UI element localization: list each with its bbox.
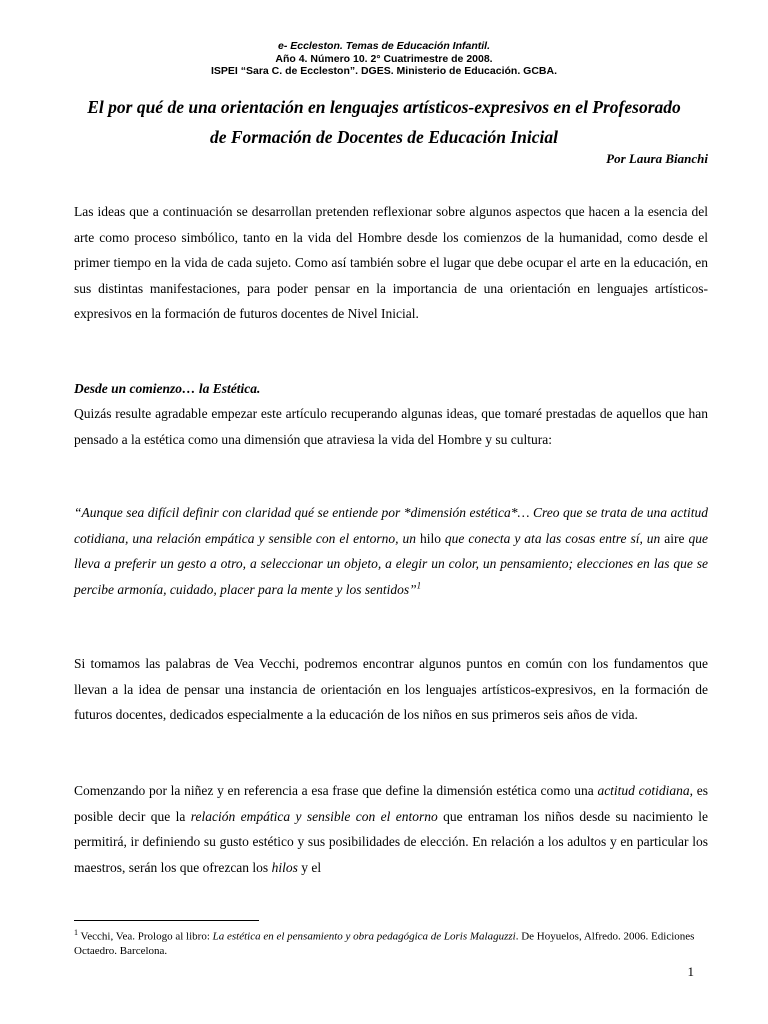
p4-part-3: que entraman los niños desde su nacimiento le permitirá, ir definiendo su gusto estético y sus posibilidades de elección. En relación a los adultos y en particular los maestros, serán los que ofrezcan los — [74, 808, 708, 875]
intro-paragraph: Las ideas que a continuación se desarrollan pretenden reflexionar sobre algunos aspectos que hacen a la esencia del arte como proceso simbólico, tanto en la vida del Hombre desde los comienzos de la humanidad, como desde el primer tiempo en la vida de cada sujeto. Como así también sobre el lugar que debe ocupar el arte en la educación, en sus distintas manifestaciones, para poder pensar en la importancia de una orientación en lenguajes artísticos-expresivos en la formación de futuros docentes de Nivel Inicial. — [74, 204, 708, 322]
p4-part-4: y el — [297, 859, 322, 875]
p4-emphasis-1: actitud cotidiana — [597, 783, 690, 798]
p4-part-1: Comenzando por la niñez y en referencia a esa frase que define la dimensión estética como una — [74, 783, 598, 798]
title-line-2: de Formación de Docentes de Educación Inicial — [209, 127, 559, 147]
header-line-1: e- Eccleston. Temas de Educación Infantil. — [278, 40, 490, 52]
journal-header — [60, 40, 708, 78]
footnote-text-1: Vecchi, Vea. Prologo al libro: — [78, 930, 213, 943]
header-line-2: Año 4. Número 10. 2° Cuatrimestre de 2008. — [275, 52, 493, 65]
block-quote — [74, 500, 708, 602]
p4-emphasis-3: hilos — [271, 859, 298, 875]
article-title — [60, 92, 708, 152]
quote-part-2: que conecta y ata las cosas entre sí, un — [440, 530, 665, 546]
footnote-text-2: . De Hoyuelos, Alfredo. 2006. Ediciones Octaedro. Barcelona. — [74, 930, 695, 958]
quote-word-aire: aire — [664, 530, 685, 546]
p4-part-2: , es posible decir que la — [74, 783, 708, 824]
paragraph-2: Quizás resulte agradable empezar este artículo recuperando algunas ideas, que tomaré prestadas de aquellos que han pensado a la estética como una dimensión que atraviesa la vida del Hombre y su cultura: — [74, 406, 708, 447]
quote-part-1: “Aunque sea difícil definir con claridad qué se entiende por *dimensión estética*… Creo que se trata de una actitud cotidiana, una relación empática y sensible con el entorno, un — [74, 505, 708, 546]
footnote-number: 1 — [74, 928, 78, 937]
footnote-divider — [74, 920, 259, 921]
footnote-book-title: La estética en el pensamiento y obra pedagógica de Loris Malaguzzi — [212, 930, 516, 943]
title-line-1: El por qué de una orientación en lenguajes artísticos-expresivos en el Profesorado — [87, 97, 681, 117]
quote-part-3: que lleva a preferir un gesto a otro, a seleccionar un objeto, a elegir un color, un pensamiento; elecciones en las que se percibe armonía, cuidado, placer para la mente y los sentidos” — [74, 530, 708, 597]
header-line-3: ISPEI “Sara C. de Eccleston”. DGES. Ministerio de Educación. GCBA. — [210, 65, 557, 77]
page-number: 1 — [687, 964, 694, 979]
paragraph-3: Si tomamos las palabras de Vea Vecchi, podremos encontrar algunos puntos en común con los fundamentos que llevan a la idea de pensar una instancia de orientación en los lenguajes artísticos-expresivos, en la formación de futuros docentes, dedicados especialmente a la educación de los niños en sus primeros seis años de vida. — [74, 656, 708, 723]
quote-word-hilo: hilo — [419, 530, 441, 546]
p4-emphasis-2: relación empática y sensible con el entorno — [190, 808, 438, 824]
paragraph-4 — [74, 778, 708, 880]
footnote-reference[interactable]: 1 — [416, 580, 422, 591]
section-heading: Desde un comienzo… la Estética. — [74, 381, 261, 396]
footnote — [74, 926, 708, 959]
author-byline: Por Laura Bianchi — [606, 151, 708, 166]
